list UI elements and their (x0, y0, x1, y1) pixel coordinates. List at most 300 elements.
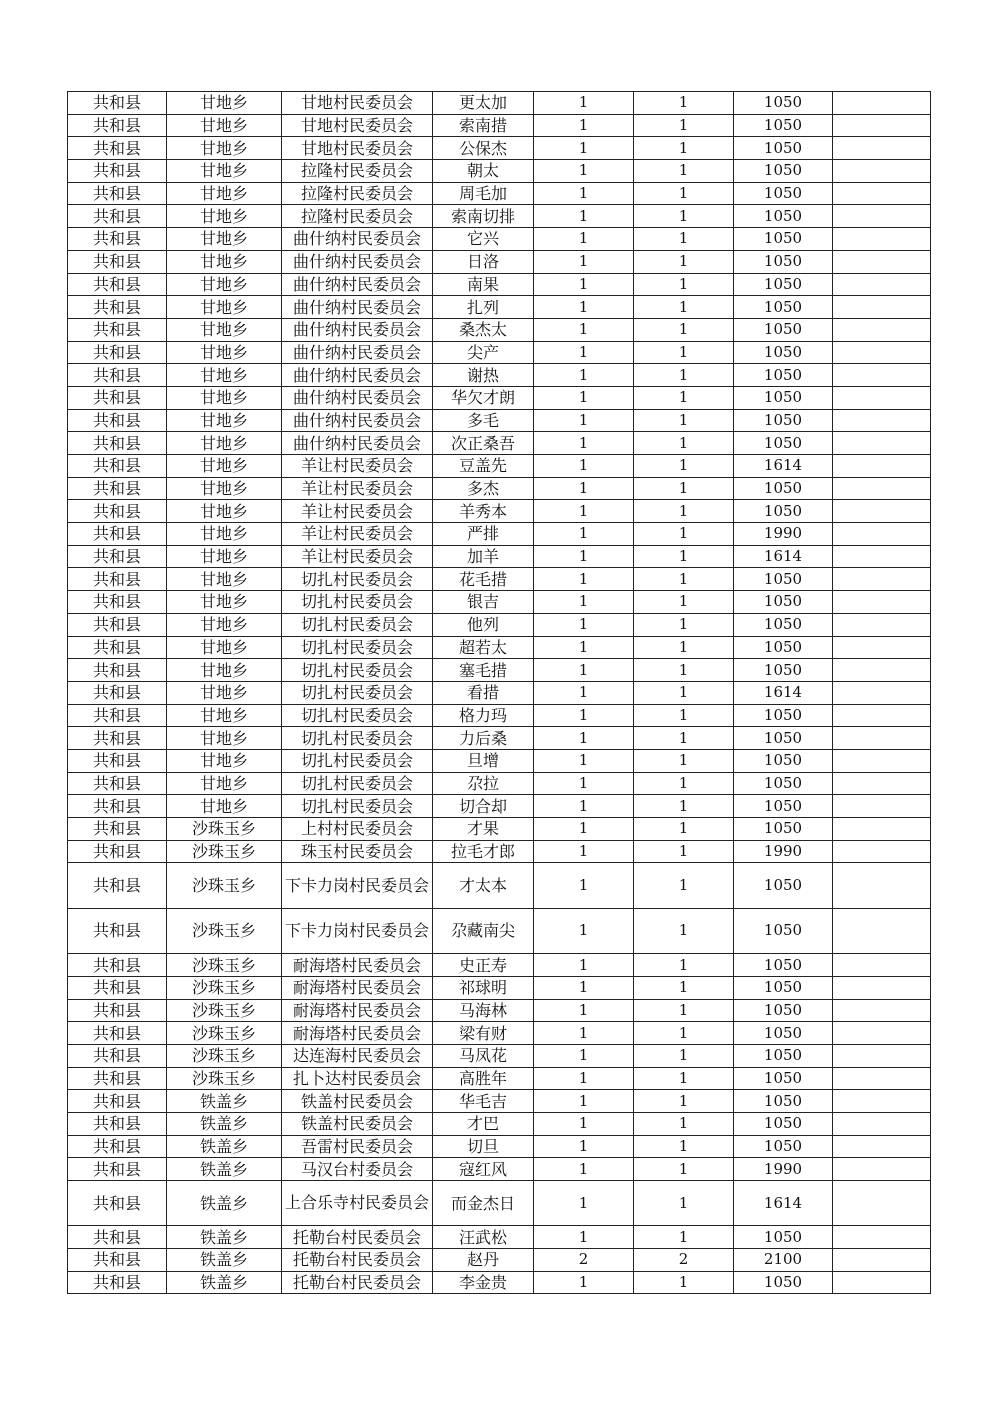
count-a-cell: 1 (534, 704, 634, 727)
county-cell: 共和县 (68, 1022, 167, 1045)
count-b-cell: 1 (634, 749, 734, 772)
remark-cell (833, 1044, 931, 1067)
count-b-cell: 1 (634, 1135, 734, 1158)
county-cell: 共和县 (68, 455, 167, 478)
name-cell: 高胜年 (433, 1067, 534, 1090)
count-a-cell: 1 (534, 1226, 634, 1249)
township-cell: 甘地乡 (167, 659, 282, 682)
township-cell: 沙珠玉乡 (167, 954, 282, 977)
amount-cell: 1050 (734, 1044, 833, 1067)
table-row (68, 432, 931, 455)
count-a-cell: 1 (534, 386, 634, 409)
count-b-cell: 1 (634, 409, 734, 432)
village-committee-cell: 拉隆村民委员会 (282, 205, 433, 228)
village-committee-cell: 马汉台村委员会 (282, 1158, 433, 1181)
amount-cell: 1050 (734, 976, 833, 999)
remark-cell (833, 114, 931, 137)
count-a-cell: 1 (534, 92, 634, 115)
amount-cell: 1050 (734, 1022, 833, 1045)
remark-cell (833, 432, 931, 455)
count-b-cell: 1 (634, 568, 734, 591)
table-row (68, 386, 931, 409)
county-cell: 共和县 (68, 1090, 167, 1113)
village-committee-cell: 羊让村民委员会 (282, 500, 433, 523)
count-a-cell: 1 (534, 250, 634, 273)
count-b-cell: 1 (634, 92, 734, 115)
remark-cell (833, 1249, 931, 1272)
count-a-cell: 2 (534, 1249, 634, 1272)
name-cell: 他列 (433, 613, 534, 636)
name-cell: 切旦 (433, 1135, 534, 1158)
township-cell: 铁盖乡 (167, 1226, 282, 1249)
county-cell: 共和县 (68, 976, 167, 999)
count-a-cell: 1 (534, 749, 634, 772)
name-cell: 汪武松 (433, 1226, 534, 1249)
table-row (68, 409, 931, 432)
name-cell: 寇红风 (433, 1158, 534, 1181)
remark-cell (833, 318, 931, 341)
remark-cell (833, 795, 931, 818)
table-row (68, 840, 931, 863)
township-cell: 甘地乡 (167, 182, 282, 205)
count-b-cell: 1 (634, 818, 734, 841)
amount-cell: 1050 (734, 999, 833, 1022)
count-b-cell: 1 (634, 500, 734, 523)
count-b-cell: 1 (634, 182, 734, 205)
remark-cell (833, 1226, 931, 1249)
amount-cell: 1990 (734, 1158, 833, 1181)
township-cell: 甘地乡 (167, 137, 282, 160)
remark-cell (833, 613, 931, 636)
table-row (68, 863, 931, 908)
amount-cell: 1050 (734, 228, 833, 251)
township-cell: 甘地乡 (167, 364, 282, 387)
township-cell: 沙珠玉乡 (167, 999, 282, 1022)
count-a-cell: 1 (534, 613, 634, 636)
county-cell: 共和县 (68, 523, 167, 546)
amount-cell: 1050 (734, 432, 833, 455)
count-a-cell: 1 (534, 954, 634, 977)
table-row (68, 273, 931, 296)
table-row (68, 681, 931, 704)
village-committee-cell: 曲什纳村民委员会 (282, 250, 433, 273)
remark-cell (833, 1181, 931, 1226)
count-b-cell: 1 (634, 228, 734, 251)
village-committee-cell: 切扎村民委员会 (282, 636, 433, 659)
village-committee-cell: 托勒台村民委员会 (282, 1271, 433, 1294)
county-cell: 共和县 (68, 273, 167, 296)
name-cell: 次正桑吾 (433, 432, 534, 455)
county-cell: 共和县 (68, 1135, 167, 1158)
name-cell: 史正寿 (433, 954, 534, 977)
township-cell: 铁盖乡 (167, 1271, 282, 1294)
remark-cell (833, 840, 931, 863)
name-cell: 旦增 (433, 749, 534, 772)
count-a-cell: 1 (534, 1112, 634, 1135)
count-a-cell: 1 (534, 205, 634, 228)
county-cell: 共和县 (68, 205, 167, 228)
table-row (68, 114, 931, 137)
table-row (68, 568, 931, 591)
count-a-cell: 1 (534, 636, 634, 659)
amount-cell: 1050 (734, 250, 833, 273)
remark-cell (833, 228, 931, 251)
county-cell: 共和县 (68, 137, 167, 160)
county-cell: 共和县 (68, 296, 167, 319)
count-b-cell: 1 (634, 636, 734, 659)
name-cell: 日洛 (433, 250, 534, 273)
amount-cell: 1050 (734, 1067, 833, 1090)
name-cell: 扎列 (433, 296, 534, 319)
village-committee-cell: 切扎村民委员会 (282, 681, 433, 704)
amount-cell: 1050 (734, 92, 833, 115)
count-a-cell: 1 (534, 500, 634, 523)
count-b-cell: 1 (634, 613, 734, 636)
remark-cell (833, 1135, 931, 1158)
remark-cell (833, 954, 931, 977)
amount-cell: 1050 (734, 1112, 833, 1135)
county-cell: 共和县 (68, 1067, 167, 1090)
table-row (68, 749, 931, 772)
village-committee-cell: 曲什纳村民委员会 (282, 409, 433, 432)
amount-cell: 1050 (734, 114, 833, 137)
count-a-cell: 1 (534, 1067, 634, 1090)
county-cell: 共和县 (68, 908, 167, 953)
name-cell: 超若太 (433, 636, 534, 659)
township-cell: 甘地乡 (167, 273, 282, 296)
table-row (68, 795, 931, 818)
county-cell: 共和县 (68, 1044, 167, 1067)
village-committee-cell: 下卡力岗村民委员会 (282, 908, 433, 953)
name-cell: 羊秀本 (433, 500, 534, 523)
county-cell: 共和县 (68, 1112, 167, 1135)
table-row (68, 296, 931, 319)
county-cell: 共和县 (68, 749, 167, 772)
name-cell: 马凤花 (433, 1044, 534, 1067)
table-row (68, 137, 931, 160)
amount-cell: 1050 (734, 636, 833, 659)
county-cell: 共和县 (68, 568, 167, 591)
county-cell: 共和县 (68, 999, 167, 1022)
table-row (68, 1112, 931, 1135)
amount-cell: 1614 (734, 455, 833, 478)
table-row (68, 545, 931, 568)
name-cell: 赵丹 (433, 1249, 534, 1272)
remark-cell (833, 1158, 931, 1181)
name-cell: 才太本 (433, 863, 534, 908)
township-cell: 铁盖乡 (167, 1112, 282, 1135)
count-b-cell: 1 (634, 908, 734, 953)
township-cell: 甘地乡 (167, 296, 282, 319)
township-cell: 铁盖乡 (167, 1090, 282, 1113)
name-cell: 多杰 (433, 477, 534, 500)
count-b-cell: 1 (634, 1181, 734, 1226)
amount-cell: 1050 (734, 659, 833, 682)
table-row (68, 500, 931, 523)
village-committee-cell: 切扎村民委员会 (282, 727, 433, 750)
amount-cell: 1050 (734, 205, 833, 228)
county-cell: 共和县 (68, 545, 167, 568)
count-b-cell: 1 (634, 1090, 734, 1113)
amount-cell: 1050 (734, 409, 833, 432)
village-committee-cell: 耐海塔村民委员会 (282, 999, 433, 1022)
county-cell: 共和县 (68, 250, 167, 273)
remark-cell (833, 160, 931, 183)
name-cell: 看措 (433, 681, 534, 704)
amount-cell: 1050 (734, 1271, 833, 1294)
name-cell: 而金杰日 (433, 1181, 534, 1226)
township-cell: 甘地乡 (167, 92, 282, 115)
amount-cell: 1050 (734, 318, 833, 341)
county-cell: 共和县 (68, 840, 167, 863)
county-cell: 共和县 (68, 727, 167, 750)
township-cell: 甘地乡 (167, 704, 282, 727)
count-b-cell: 1 (634, 1112, 734, 1135)
amount-cell: 1050 (734, 818, 833, 841)
table-row (68, 772, 931, 795)
table-row (68, 1022, 931, 1045)
township-cell: 甘地乡 (167, 523, 282, 546)
county-cell: 共和县 (68, 386, 167, 409)
remark-cell (833, 1112, 931, 1135)
count-a-cell: 1 (534, 455, 634, 478)
count-b-cell: 1 (634, 1067, 734, 1090)
name-cell: 银吉 (433, 591, 534, 614)
count-b-cell: 1 (634, 432, 734, 455)
township-cell: 沙珠玉乡 (167, 863, 282, 908)
remark-cell (833, 1271, 931, 1294)
village-committee-cell: 吾雷村民委员会 (282, 1135, 433, 1158)
village-committee-cell: 羊让村民委员会 (282, 477, 433, 500)
amount-cell: 1050 (734, 1135, 833, 1158)
table-row (68, 1271, 931, 1294)
count-b-cell: 1 (634, 1022, 734, 1045)
village-committee-cell: 托勒台村民委员会 (282, 1249, 433, 1272)
count-a-cell: 1 (534, 681, 634, 704)
village-committee-cell: 曲什纳村民委员会 (282, 318, 433, 341)
township-cell: 甘地乡 (167, 114, 282, 137)
remark-cell (833, 591, 931, 614)
remark-cell (833, 1022, 931, 1045)
table-row (68, 1158, 931, 1181)
count-a-cell: 1 (534, 568, 634, 591)
count-a-cell: 1 (534, 545, 634, 568)
county-cell: 共和县 (68, 477, 167, 500)
count-a-cell: 1 (534, 364, 634, 387)
county-cell: 共和县 (68, 954, 167, 977)
remark-cell (833, 863, 931, 908)
count-a-cell: 1 (534, 1181, 634, 1226)
amount-cell: 1050 (734, 954, 833, 977)
count-b-cell: 1 (634, 863, 734, 908)
count-a-cell: 1 (534, 1158, 634, 1181)
count-a-cell: 1 (534, 772, 634, 795)
township-cell: 甘地乡 (167, 568, 282, 591)
name-cell: 尕藏南尖 (433, 908, 534, 953)
county-cell: 共和县 (68, 409, 167, 432)
count-b-cell: 1 (634, 386, 734, 409)
village-committee-cell: 切扎村民委员会 (282, 659, 433, 682)
amount-cell: 1990 (734, 840, 833, 863)
table-row (68, 1181, 931, 1226)
count-b-cell: 1 (634, 205, 734, 228)
village-committee-cell: 曲什纳村民委员会 (282, 341, 433, 364)
count-a-cell: 1 (534, 1044, 634, 1067)
remark-cell (833, 636, 931, 659)
township-cell: 沙珠玉乡 (167, 1022, 282, 1045)
village-committee-cell: 切扎村民委员会 (282, 749, 433, 772)
remark-cell (833, 364, 931, 387)
table-row (68, 954, 931, 977)
count-a-cell: 1 (534, 1022, 634, 1045)
village-committee-cell: 曲什纳村民委员会 (282, 228, 433, 251)
remark-cell (833, 772, 931, 795)
amount-cell: 1050 (734, 386, 833, 409)
village-committee-cell: 切扎村民委员会 (282, 613, 433, 636)
remark-cell (833, 409, 931, 432)
amount-cell: 1050 (734, 477, 833, 500)
township-cell: 甘地乡 (167, 727, 282, 750)
county-cell: 共和县 (68, 318, 167, 341)
amount-cell: 1050 (734, 296, 833, 319)
amount-cell: 1050 (734, 182, 833, 205)
county-cell: 共和县 (68, 341, 167, 364)
name-cell: 南果 (433, 273, 534, 296)
township-cell: 甘地乡 (167, 250, 282, 273)
remark-cell (833, 908, 931, 953)
village-committee-cell: 切扎村民委员会 (282, 772, 433, 795)
amount-cell: 1050 (734, 341, 833, 364)
count-a-cell: 1 (534, 863, 634, 908)
data-table (67, 91, 931, 1294)
remark-cell (833, 749, 931, 772)
table-row (68, 1249, 931, 1272)
count-a-cell: 1 (534, 477, 634, 500)
amount-cell: 1050 (734, 364, 833, 387)
remark-cell (833, 999, 931, 1022)
count-b-cell: 1 (634, 704, 734, 727)
count-a-cell: 1 (534, 1271, 634, 1294)
name-cell: 才巴 (433, 1112, 534, 1135)
count-a-cell: 1 (534, 727, 634, 750)
remark-cell (833, 137, 931, 160)
county-cell: 共和县 (68, 182, 167, 205)
remark-cell (833, 273, 931, 296)
count-b-cell: 1 (634, 273, 734, 296)
table-row (68, 908, 931, 953)
village-committee-cell: 甘地村民委员会 (282, 114, 433, 137)
amount-cell: 1050 (734, 613, 833, 636)
township-cell: 铁盖乡 (167, 1135, 282, 1158)
township-cell: 沙珠玉乡 (167, 908, 282, 953)
village-committee-cell: 上合乐寺村民委员会 (282, 1181, 433, 1226)
village-committee-cell: 拉隆村民委员会 (282, 182, 433, 205)
count-b-cell: 1 (634, 976, 734, 999)
table-row (68, 1044, 931, 1067)
count-a-cell: 1 (534, 160, 634, 183)
name-cell: 华欠才朗 (433, 386, 534, 409)
name-cell: 谢热 (433, 364, 534, 387)
village-committee-cell: 曲什纳村民委员会 (282, 273, 433, 296)
township-cell: 甘地乡 (167, 432, 282, 455)
village-committee-cell: 托勒台村民委员会 (282, 1226, 433, 1249)
count-a-cell: 1 (534, 523, 634, 546)
count-b-cell: 1 (634, 250, 734, 273)
table-row (68, 182, 931, 205)
count-a-cell: 1 (534, 409, 634, 432)
count-a-cell: 1 (534, 318, 634, 341)
amount-cell: 1050 (734, 591, 833, 614)
count-a-cell: 1 (534, 114, 634, 137)
township-cell: 甘地乡 (167, 591, 282, 614)
township-cell: 沙珠玉乡 (167, 1044, 282, 1067)
count-b-cell: 1 (634, 1158, 734, 1181)
village-committee-cell: 扎卜达村民委员会 (282, 1067, 433, 1090)
county-cell: 共和县 (68, 432, 167, 455)
table-row (68, 455, 931, 478)
township-cell: 沙珠玉乡 (167, 840, 282, 863)
name-cell: 拉毛才郎 (433, 840, 534, 863)
township-cell: 甘地乡 (167, 500, 282, 523)
village-committee-cell: 上村村民委员会 (282, 818, 433, 841)
village-committee-cell: 切扎村民委员会 (282, 704, 433, 727)
township-cell: 甘地乡 (167, 681, 282, 704)
count-a-cell: 1 (534, 908, 634, 953)
name-cell: 朝太 (433, 160, 534, 183)
county-cell: 共和县 (68, 681, 167, 704)
count-b-cell: 1 (634, 1226, 734, 1249)
remark-cell (833, 659, 931, 682)
amount-cell: 1050 (734, 273, 833, 296)
table-row (68, 818, 931, 841)
name-cell: 祁球明 (433, 976, 534, 999)
name-cell: 索南措 (433, 114, 534, 137)
remark-cell (833, 568, 931, 591)
county-cell: 共和县 (68, 659, 167, 682)
county-cell: 共和县 (68, 114, 167, 137)
name-cell: 它兴 (433, 228, 534, 251)
remark-cell (833, 727, 931, 750)
village-committee-cell: 拉隆村民委员会 (282, 160, 433, 183)
amount-cell: 1050 (734, 727, 833, 750)
village-committee-cell: 耐海塔村民委员会 (282, 1022, 433, 1045)
village-committee-cell: 铁盖村民委员会 (282, 1112, 433, 1135)
amount-cell: 1050 (734, 1226, 833, 1249)
remark-cell (833, 1090, 931, 1113)
name-cell: 尕拉 (433, 772, 534, 795)
amount-cell: 1050 (734, 795, 833, 818)
village-committee-cell: 曲什纳村民委员会 (282, 432, 433, 455)
count-b-cell: 2 (634, 1249, 734, 1272)
count-a-cell: 1 (534, 228, 634, 251)
township-cell: 甘地乡 (167, 477, 282, 500)
amount-cell: 1050 (734, 772, 833, 795)
count-a-cell: 1 (534, 341, 634, 364)
township-cell: 甘地乡 (167, 318, 282, 341)
count-b-cell: 1 (634, 318, 734, 341)
village-committee-cell: 羊让村民委员会 (282, 523, 433, 546)
count-b-cell: 1 (634, 296, 734, 319)
township-cell: 甘地乡 (167, 795, 282, 818)
count-a-cell: 1 (534, 137, 634, 160)
name-cell: 格力玛 (433, 704, 534, 727)
count-b-cell: 1 (634, 954, 734, 977)
county-cell: 共和县 (68, 863, 167, 908)
name-cell: 花毛措 (433, 568, 534, 591)
remark-cell (833, 386, 931, 409)
village-committee-cell: 珠玉村民委员会 (282, 840, 433, 863)
remark-cell (833, 250, 931, 273)
